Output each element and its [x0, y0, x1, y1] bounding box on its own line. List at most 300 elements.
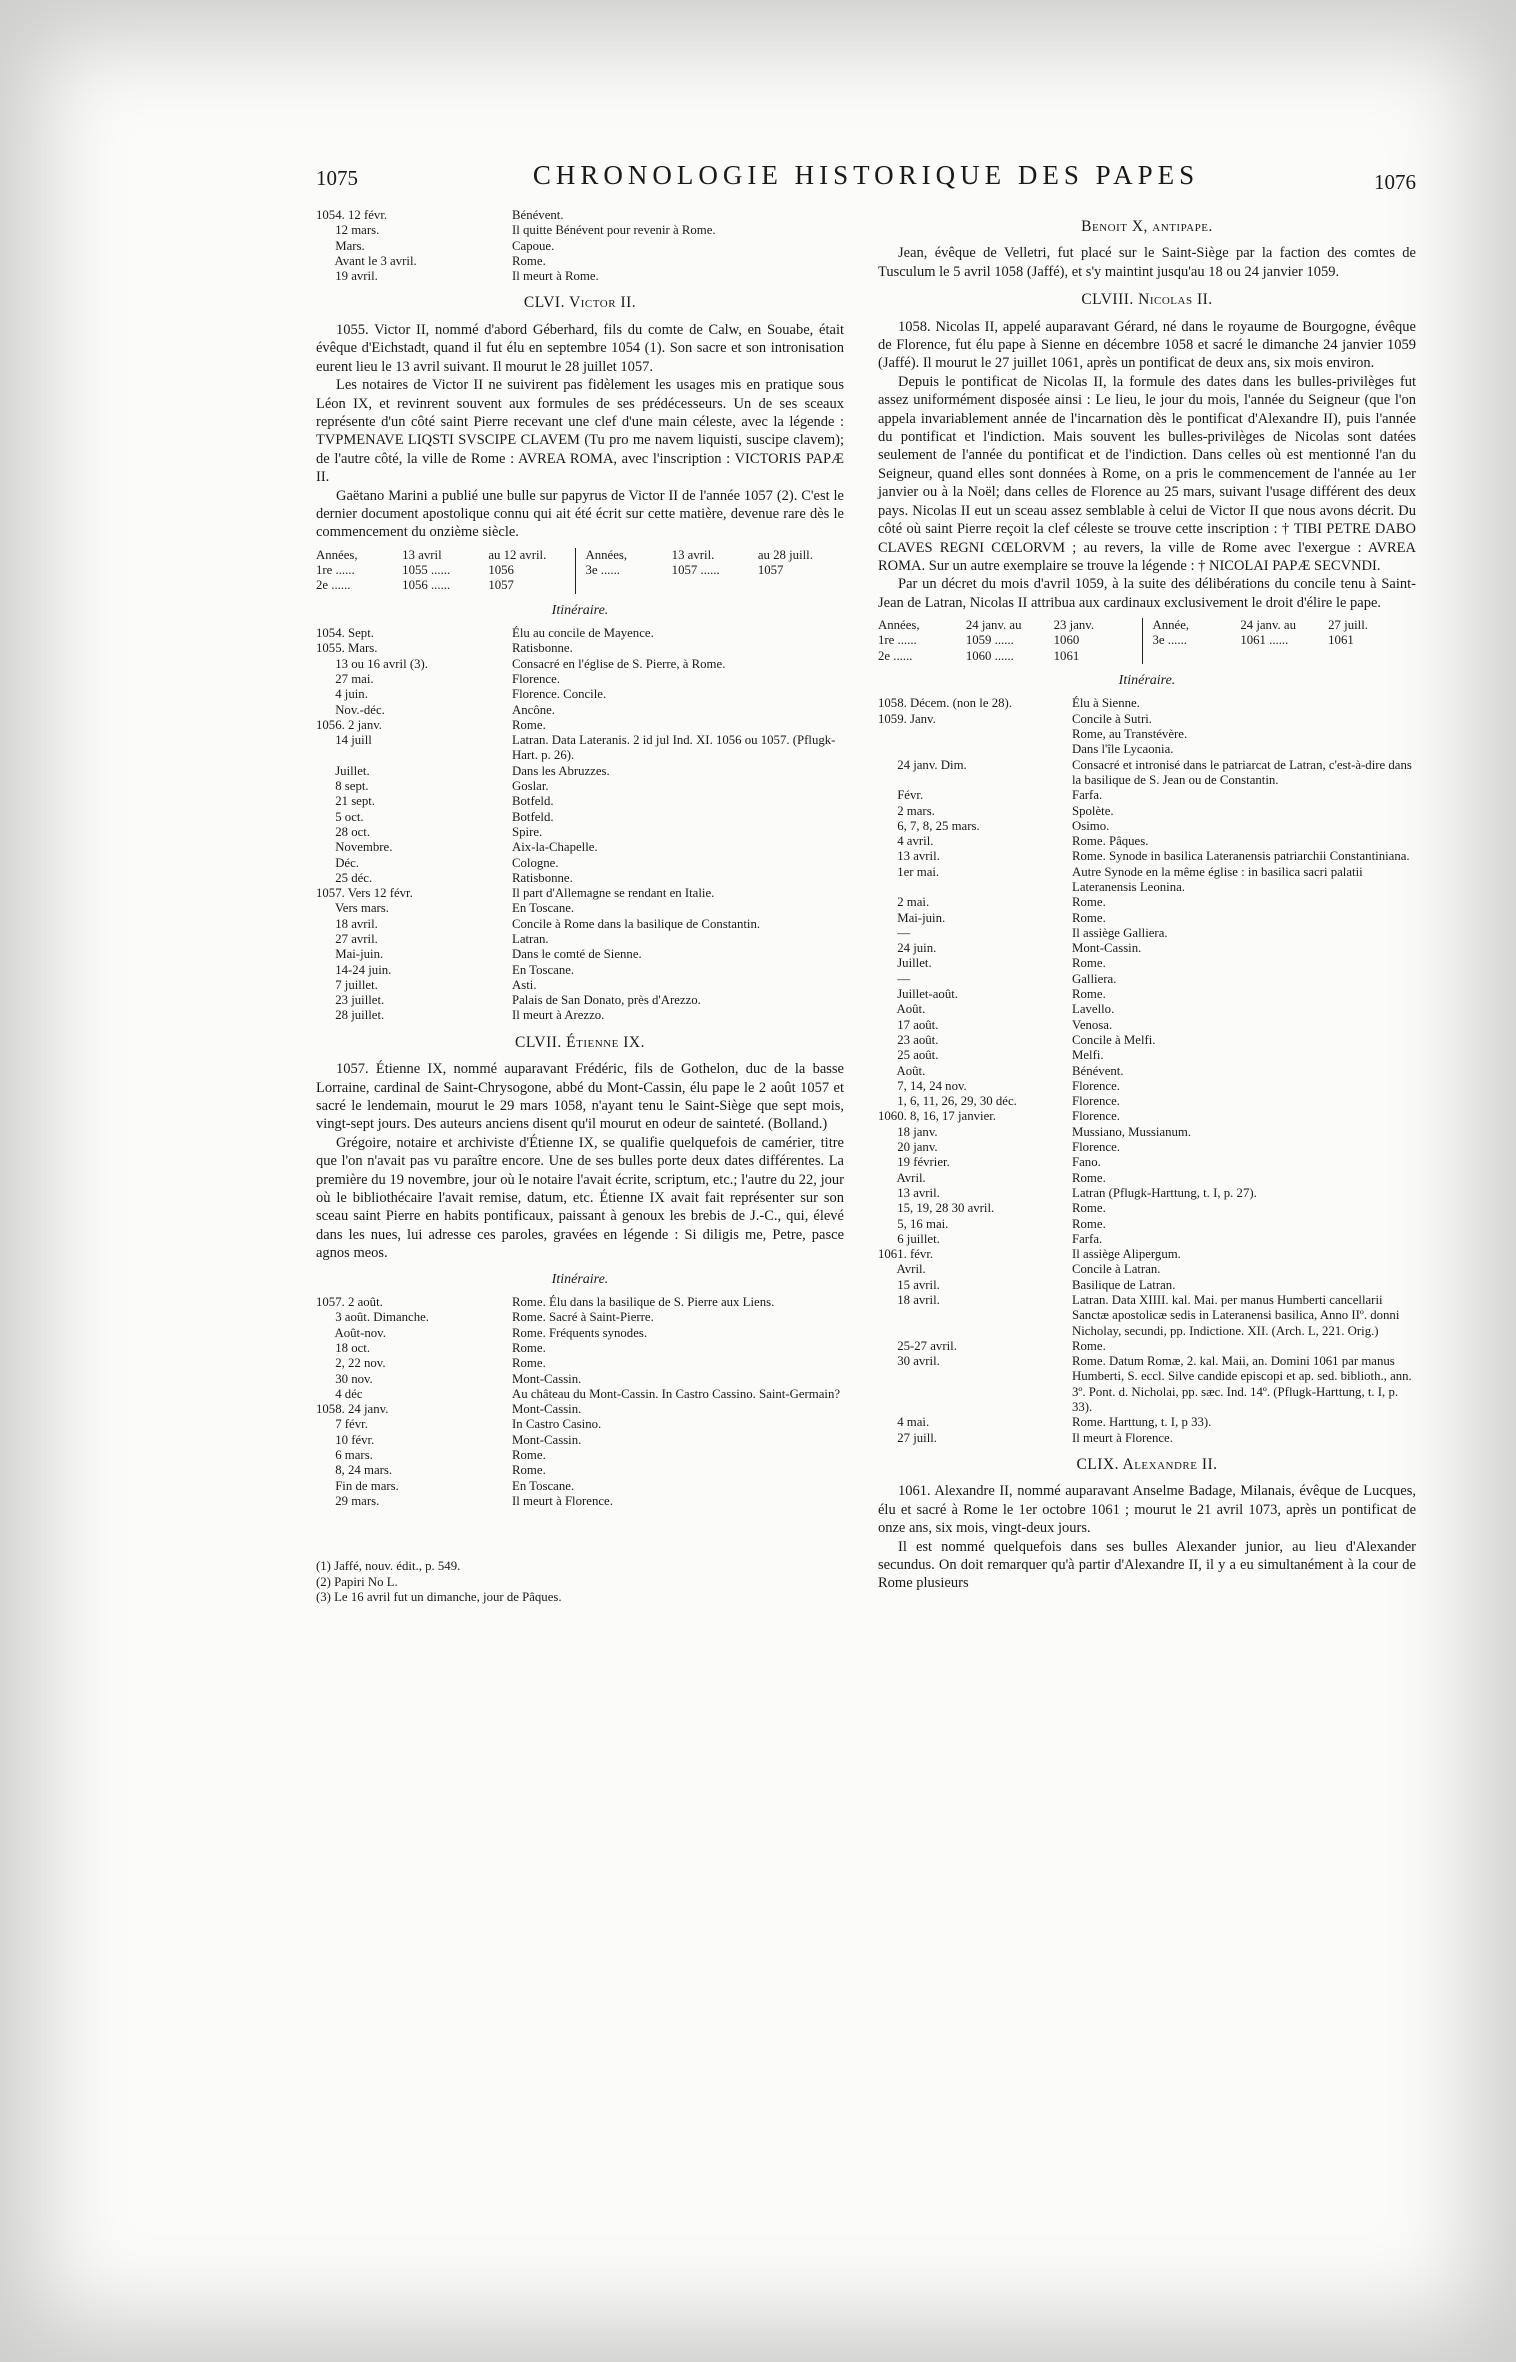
table-cell: 1re ...... — [878, 633, 917, 648]
itinerary-row — [316, 993, 844, 1008]
itinerary-date: 27 avril. — [316, 932, 378, 946]
itinerary-row — [316, 1402, 844, 1417]
itinerary-row — [316, 1008, 844, 1023]
itinerary-row — [316, 779, 844, 794]
itinerary-date: 23 août. — [878, 1032, 939, 1047]
table-cell: 13 avril — [402, 547, 442, 562]
itinerary-place: Rome. — [1072, 910, 1106, 925]
itinerary-place: En Toscane. — [512, 901, 575, 916]
itinerary-row — [878, 1262, 1416, 1277]
itinerary-date: 7 juillet. — [316, 977, 378, 992]
table-row — [878, 649, 1142, 664]
itinerary-date: 1055. Mars. — [316, 641, 378, 656]
itinerary-row — [878, 926, 1416, 941]
itinerary-place: Farfa. — [1072, 1231, 1103, 1246]
itinerary-row — [316, 641, 844, 656]
itinerary-etienne-ix — [316, 1295, 844, 1509]
itinerary-date: 28 juillet. — [316, 1008, 385, 1023]
itinerary-place: Florence. — [512, 671, 560, 686]
paragraph: 1057. Étienne IX, nommé auparavant Frédéric, fils de Gothelon, duc de la basse Lorraine, cardinal de Saint-Chrysogone, abbé du Mont-Cassin, élu pape le 2 août 1057 et sacré le lendemain, mourut le 29 mars 1058, n'ayant tenu le Saint-Siège que sept mois, vingt-sept jours. Des auteurs anciens disent qu'il mourut en odeur de sainteté. (Bolland.) — [316, 1061, 844, 1133]
itinerary-place: Spolète. — [1072, 803, 1114, 818]
itinerary-place: Latran (Pflugk-Harttung, t. I, p. 27). — [1072, 1185, 1257, 1200]
itinerary-date: 18 avril. — [316, 916, 378, 931]
itinerary-place: Florence. Concile. — [512, 687, 607, 702]
itinerary-row — [878, 1125, 1416, 1140]
page-header — [316, 160, 1416, 200]
table-cell: 1061 — [1328, 633, 1354, 648]
table-cell: 1057 — [488, 578, 514, 593]
itinerary-date: 1061. févr. — [878, 1247, 934, 1262]
itinerary-row — [878, 1278, 1416, 1293]
table-row — [878, 618, 1142, 633]
itinerary-date: 18 avril. — [878, 1293, 940, 1307]
left-column — [316, 208, 844, 1605]
itinerary-place: Élu à Sienne. — [1072, 696, 1140, 711]
itinerary-row — [316, 718, 844, 733]
itinerary-date: 1060. 8, 16, 17 janvier. — [878, 1109, 997, 1124]
paragraph: 1055. Victor II, nommé d'abord Géberhard, fils du comte de Calw, en Souabe, était évêque d'Eichstadt, quand il fut élu en septembre 1054 (1). Son sacre et son intronisation eurent lieu le 13 avril suivant. Il mourut le 28 juillet 1057. — [316, 321, 844, 375]
table-row — [586, 563, 845, 578]
page-number-left: 1075 — [316, 166, 358, 190]
itinerary-date: 4 déc — [316, 1386, 363, 1401]
itinerary-row — [878, 1186, 1416, 1201]
section-heading-etienne-ix: CLVII. Étienne IX. — [515, 1033, 645, 1051]
table-cell: Année, — [1152, 618, 1190, 633]
itinerary-place: Rome. — [1072, 895, 1106, 910]
table-cell: 1057 ...... — [671, 563, 720, 578]
section-heading-victor-ii: CLVI. Victor II. — [523, 294, 637, 312]
itinerary-place: Rome. — [1072, 987, 1106, 1002]
itinerary-place: Autre Synode en la même église : in basilica sacri palatii Lateranensis Leonina. — [1072, 864, 1363, 894]
itinerary-date: Mai-juin. — [878, 910, 946, 925]
itinerary-place: Fano. — [1072, 1155, 1101, 1170]
itinerary-row — [878, 972, 1416, 987]
table-cell: 1060 — [1053, 633, 1080, 648]
table-cell: 1056 ...... — [402, 578, 451, 593]
itinerary-place: Rome. — [512, 1340, 546, 1355]
itinerary-row — [878, 895, 1416, 910]
itinerary-row — [316, 764, 844, 779]
itinerary-date: Juillet. — [878, 956, 932, 971]
itinerary-row — [878, 788, 1416, 803]
itinerary-date: 7 févr. — [316, 1417, 368, 1432]
itinerary-date: 25 déc. — [316, 870, 373, 885]
itinerary-place: Cologne. — [512, 855, 559, 870]
itinerary-date: 19 février. — [878, 1155, 950, 1170]
itinerary-date: Août-nov. — [316, 1325, 386, 1340]
itinerary-date: 13 ou 16 avril (3). — [316, 656, 428, 671]
itinerary-place: Bénévent. — [512, 208, 564, 222]
footnote: (1) Jaffé, nouv. édit., p. 549. — [316, 1559, 461, 1574]
table-cell: 1061 — [1053, 648, 1080, 663]
table-cell: 27 juill. — [1328, 618, 1368, 633]
itinerary-row — [878, 758, 1416, 789]
itinerary-date: 20 janv. — [878, 1140, 938, 1155]
itinerary-row — [316, 254, 844, 269]
itinerary-row — [878, 1339, 1416, 1354]
itinerary-row — [316, 917, 844, 932]
paragraph: Grégoire, notaire et archiviste d'Étienne IX, se qualifie quelquefois de camérier, titre que l'on n'avait pas vu paraître encore. Une de ses bulles porte deux dates différentes. La première du 19 novembre, jour où le notaire l'avait écrite, scriptum, etc.; l'autre du 22, jour où le bibliothécaire l'avait remise, datum, etc. Étienne IX avait fait représenter sur son sceau saint Pierre en habits pontificaux, paissant à genoux les brebis de J.-C., qui, élevé dans les nues, lui adresse ces paroles, gravées en légende : Si diligis me, Petre, pasce agnos meos. — [316, 1134, 844, 1262]
itinerary-place: Galliera. — [1072, 971, 1117, 986]
itinerary-place: Florence. — [1072, 1078, 1120, 1093]
itinerary-place: Rome. Datum Romæ, 2. kal. Maii, an. Domini 1061 par manus Humberti, S. eccl. Silve candide episcopi et ap. sed. biblioth., ann. 3º. Pont. d. Nicholai, pp. sæc. Ind. 14º. (Pflugk-Harttung, t. I, p. 33). — [1072, 1354, 1412, 1415]
itinerary-row — [316, 901, 844, 916]
itinerary-place: Il assiège Galliera. — [1072, 925, 1168, 940]
itinerary-row — [878, 1247, 1416, 1262]
itinerary-place: Élu au concile de Mayence. — [512, 626, 654, 641]
itinerary-row — [878, 727, 1416, 742]
itinerary-place: Concile à Latran. — [1072, 1262, 1161, 1277]
table-cell: Années, — [585, 547, 628, 562]
itinerary-row — [878, 696, 1416, 711]
itinerary-place: Il quitte Bénévent pour revenir à Rome. — [512, 223, 716, 238]
itinerary-place: Florence. — [1072, 1109, 1120, 1124]
itinerary-row — [878, 941, 1416, 956]
itinerary-row — [316, 886, 844, 901]
itinerary-date: 18 oct. — [316, 1340, 371, 1355]
table-half — [1142, 618, 1417, 664]
itinerary-date: 24 janv. Dim. — [878, 757, 967, 772]
table-cell: 3e ...... — [585, 563, 620, 578]
itinerary-place: Il assiège Alipergum. — [1072, 1247, 1181, 1262]
itinerary-caption: Itinéraire. — [1118, 673, 1176, 689]
itinerary-date: Avant le 3 avril. — [316, 253, 417, 268]
itinerary-row — [316, 840, 844, 855]
itinerary-row — [316, 1356, 844, 1371]
itinerary-row — [878, 1018, 1416, 1033]
itinerary-date: — — [878, 971, 910, 986]
itinerary-row — [316, 1463, 844, 1478]
itinerary-date: Vers mars. — [316, 901, 389, 916]
itinerary-place: Concile à Rome dans la basilique de Constantin. — [512, 916, 761, 931]
itinerary-date: 25 août. — [878, 1048, 939, 1063]
itinerary-date: 1057. Vers 12 févr. — [316, 886, 413, 901]
itinerary-row — [878, 987, 1416, 1002]
itinerary-row — [878, 1354, 1416, 1415]
itinerary-place: In Castro Casino. — [512, 1417, 602, 1432]
itinerary-victor-ii — [316, 626, 844, 1024]
itinerary-place: Au château du Mont-Cassin. In Castro Cassino. Saint-Germain? — [512, 1386, 841, 1401]
table-cell: au 28 juill. — [757, 547, 813, 562]
itinerary-place: Il meurt à Arezzo. — [512, 1008, 605, 1023]
itinerary-date: 28 oct. — [316, 824, 371, 839]
paragraph: 1061. Alexandre II, nommé auparavant Anselme Badage, Milanais, évêque de Lucques, élu et sacré à Rome le 1er octobre 1061 ; mourut le 21 avril 1073, après un pontificat de onze ans, six mois, vingt-deux jours. — [878, 1483, 1416, 1537]
itinerary-place: Goslar. — [512, 779, 549, 794]
itinerary-date: 1059. Janv. — [878, 711, 936, 726]
footnote: (2) Papiri No L. — [316, 1574, 398, 1589]
itinerary-date: 13 avril. — [878, 1185, 940, 1200]
itinerary-date: Nov.-déc. — [316, 702, 385, 717]
itinerary-date — [878, 742, 1068, 757]
itinerary-place: Dans l'île Lycaonia. — [1072, 742, 1174, 757]
itinerary-date: 1056. 2 janv. — [316, 717, 382, 732]
table-row — [878, 633, 1142, 648]
table-cell: 1060 ...... — [965, 648, 1014, 663]
itinerary-place: Botfeld. — [512, 809, 554, 824]
itinerary-row — [316, 687, 844, 702]
itinerary-date: Fin de mars. — [316, 1478, 399, 1493]
itinerary-date: 25-27 avril. — [878, 1338, 957, 1353]
itinerary-row — [316, 963, 844, 978]
paragraph: 1058. Nicolas II, appelé auparavant Gérard, né dans le royaume de Bourgogne, évêque de Florence, fut élu pape à Sienne en décembre 1058 et sacré le dimanche 24 janvier 1059 (Jaffé). Il mourut le 27 juillet 1061, après un pontificat de deux ans, six mois environ. — [878, 318, 1416, 372]
itinerary-date: Avril. — [878, 1262, 926, 1277]
itinerary-date: 7, 14, 24 nov. — [878, 1078, 967, 1093]
itinerary-row — [316, 1295, 844, 1310]
itinerary-date: 27 mai. — [316, 671, 374, 686]
itinerary-place: Lavello. — [1072, 1002, 1115, 1017]
itinerary-row — [316, 1479, 844, 1494]
itinerary-row — [316, 1326, 844, 1341]
itinerary-row — [316, 810, 844, 825]
itinerary-date: 8, 24 mars. — [316, 1463, 393, 1478]
table-cell: 24 janv. au — [1240, 618, 1297, 633]
section-heading-benoit-x: Benoit X, antipape. — [1081, 218, 1213, 235]
itinerary-row — [316, 871, 844, 886]
itinerary-row — [316, 1448, 844, 1463]
itinerary-place: Consacré en l'église de S. Pierre, à Rome. — [512, 656, 726, 671]
itinerary-date: Mars. — [316, 238, 365, 253]
itinerary-nicolas-ii — [878, 696, 1416, 1446]
itinerary-date: 5, 16 mai. — [878, 1216, 949, 1231]
itinerary-caption: Itinéraire. — [551, 1271, 609, 1287]
table-row — [1153, 618, 1417, 633]
itinerary-row — [878, 1109, 1416, 1124]
itinerary-row — [878, 819, 1416, 834]
itinerary-date: 2 mars. — [878, 803, 935, 818]
itinerary-place: En Toscane. — [512, 962, 575, 977]
itinerary-place: Il meurt à Florence. — [1072, 1430, 1173, 1445]
paragraph: Depuis le pontificat de Nicolas II, la formule des dates dans les bulles-privilèges fut assez uniformément disposée ainsi : Le lieu, le jour du mois, l'année du Seigneur (que l'on appela invariablement année de l'incarnation dès le pontificat d'Alexandre II), puis l'année du pontificat et l'indiction. Mais souvent les bulles-privilèges de Nicolas sont datées seulement de l'année du pontificat et de l'indiction. Dans celles où est mentionné l'an du Seigneur, quand elles sont données à Rome, on a pris le commencement de l'année au 1er janvier ou à la Noël; dans celles de Florence au 25 mars, suivant l'usage différent des deux pays. Nicolas II eut un sceau assez semblable à celui de Victor II que nous avons décrit. Du côté où saint Pierre reçoit la clef céleste se trouve cette inscription : † TIBI PETRE DABO CLAVES REGNI CŒLORVM ; au revers, la ville de Rome avec l'exergue : AVREA ROMA. Sur un autre exemplaire se trouve la légende : † NICOLAI PAPÆ SECVNDI. — [878, 373, 1416, 574]
itinerary-row — [878, 1232, 1416, 1247]
itinerary-place: Rome. — [1072, 956, 1106, 971]
itinerary-row — [878, 849, 1416, 864]
itinerary-date: 1057. 2 août. — [316, 1295, 383, 1310]
itinerary-row — [878, 1201, 1416, 1216]
itinerary-place: Ratisbonne. — [512, 870, 573, 885]
paragraph: Les notaires de Victor II ne suivirent pas fidèlement les usages mis en pratique sous Léon IX, et revinrent souvent aux formules de ses prédécesseurs. Un de ses sceaux représente d'un côté saint Pierre recevant une clef d'une main céleste, avec la légende : TVPMENAVE LIQSTI SVSCIPE CLAVEM (Tu pro me navem liquisti, suscipe clavem); de l'autre côté, la ville de Rome : AVREA ROMA, avec l'inscription : VICTORIS PAPÆ II. — [316, 377, 844, 486]
itinerary-place: Rome. — [512, 717, 546, 732]
section-heading-nicolas-ii: CLVIII. Nicolas II. — [1081, 291, 1213, 309]
itinerary-place: Rome. — [1072, 1338, 1106, 1353]
itinerary-date: 3 août. Dimanche. — [316, 1310, 430, 1325]
footnote: (3) Le 16 avril fut un dimanche, jour de Pâques. — [316, 1589, 562, 1604]
itinerary-place: Latran. — [512, 932, 549, 946]
itinerary-place: Rome. Sacré à Saint-Pierre. — [512, 1310, 654, 1325]
table-half — [878, 618, 1142, 664]
itinerary-place: Mont-Cassin. — [512, 1371, 582, 1386]
itinerary-date: 15 avril. — [878, 1277, 940, 1292]
itinerary-row — [316, 947, 844, 962]
itinerary-date: 1058. 24 janv. — [316, 1402, 389, 1417]
itinerary-place: Latran. Data XIIII. kal. Mai. per manus Humberti cancellarii Sanctæ apostolicæ sedis in Lateranensi basilica, Anno IIº. donni Nicholay, secundi, pp. Indictione. XII. (Arch. L, 221. Orig.) — [1072, 1293, 1400, 1338]
itinerary-date: Déc. — [316, 855, 359, 870]
itinerary-date: 17 août. — [878, 1017, 939, 1032]
itinerary-date: Juillet. — [316, 763, 370, 778]
itinerary-place: Rome. Harttung, t. I, p 33). — [1072, 1415, 1212, 1430]
itinerary-date: 15, 19, 28 30 avril. — [878, 1201, 995, 1216]
itinerary-place: Ancône. — [512, 702, 555, 717]
itinerary-place: Rome. — [512, 1356, 546, 1371]
itinerary-row — [316, 626, 844, 641]
itinerary-place: Rome. — [1072, 1170, 1106, 1185]
itinerary-date: 1054. 12 févr. — [316, 208, 388, 222]
itinerary-row — [316, 208, 844, 223]
itinerary-date: 23 juillet. — [316, 993, 385, 1008]
itinerary-row — [878, 1094, 1416, 1109]
itinerary-date: 27 juill. — [878, 1430, 938, 1445]
itinerary-row — [878, 1155, 1416, 1170]
table-row — [586, 548, 845, 563]
itinerary-place: Concile à Sutri. — [1072, 711, 1152, 726]
table-row — [316, 578, 575, 593]
itinerary-date: 19 avril. — [316, 269, 378, 284]
itinerary-place: Rome. Fréquents synodes. — [512, 1325, 648, 1340]
itinerary-date: 10 févr. — [316, 1432, 375, 1447]
paragraph: Par un décret du mois d'avril 1059, à la suite des délibérations du concile tenu à Saint-Jean de Latran, Nicolas II attribua aux cardinaux exclusivement le droit d'élire le pape. — [878, 576, 1416, 611]
itinerary-place: Farfa. — [1072, 788, 1103, 803]
itinerary-row — [316, 1341, 844, 1356]
itinerary-row — [878, 1431, 1416, 1446]
itinerary-row — [316, 1417, 844, 1432]
itinerary-row — [316, 733, 844, 764]
itinerary-date: 13 avril. — [878, 849, 940, 864]
itinerary-row — [316, 825, 844, 840]
itinerary-row — [316, 703, 844, 718]
itinerary-row — [878, 956, 1416, 971]
table-cell: Années, — [316, 547, 358, 562]
itinerary-date: 14-24 juin. — [316, 962, 392, 977]
itinerary-place: Aix-la-Chapelle. — [512, 840, 598, 855]
itinerary-row — [878, 1171, 1416, 1186]
itinerary-place: Rome. — [1072, 1201, 1106, 1216]
itinerary-place: Il part d'Allemagne se rendant en Italie. — [512, 886, 715, 901]
itinerary-row — [316, 794, 844, 809]
itinerary-date: 24 juin. — [878, 941, 937, 956]
itinerary-place: Spire. — [512, 824, 543, 839]
itinerary-place: Capoue. — [512, 238, 555, 253]
itinerary-place: Rome. — [512, 1463, 546, 1478]
itinerary-date: 4 avril. — [878, 834, 934, 849]
table-cell: 23 janv. — [1053, 618, 1095, 633]
itinerary-date: 4 mai. — [878, 1415, 930, 1430]
pontificate-years-table — [878, 618, 1416, 664]
itinerary-date: Févr. — [878, 788, 924, 803]
itinerary-place: Venosa. — [1072, 1017, 1113, 1032]
footnotes — [316, 1559, 844, 1605]
itinerary-row — [316, 657, 844, 672]
paragraph: Jean, évêque de Velletri, fut placé sur le Saint-Siège par la faction des comtes de Tusculum le 5 avril 1058 (Jaffé), et s'y maintint jusqu'au 18 ou 24 janvier 1059. — [878, 245, 1416, 280]
itinerary-place: Melfi. — [1072, 1048, 1104, 1063]
itinerary-place: Palais de San Donato, près d'Arezzo. — [512, 993, 701, 1008]
itinerary-row — [878, 1064, 1416, 1079]
itinerary-place: Rome. — [512, 1448, 546, 1463]
itinerary-date: 2 mai. — [878, 895, 930, 910]
table-cell: 1059 ...... — [965, 633, 1014, 648]
itinerary-date: Août. — [878, 1063, 926, 1078]
itinerary-row — [878, 1140, 1416, 1155]
table-cell: Années, — [878, 618, 920, 633]
itinerary-place: Bénévent. — [1072, 1063, 1124, 1078]
itinerary-row — [316, 239, 844, 254]
itinerary-place: En Toscane. — [512, 1478, 575, 1493]
itinerary-place: Dans le comté de Sienne. — [512, 947, 642, 962]
itinerary-date: 1058. Décem. (non le 28). — [878, 696, 1012, 711]
itinerary-place: Basilique de Latran. — [1072, 1277, 1176, 1292]
itinerary-row — [878, 1217, 1416, 1232]
table-cell: 3e ...... — [1152, 633, 1187, 648]
section-heading-alexandre-ii: CLIX. Alexandre II. — [1076, 1455, 1218, 1473]
itinerary-date: Août. — [878, 1002, 926, 1017]
itinerary-row — [878, 804, 1416, 819]
itinerary-date: 18 janv. — [878, 1124, 938, 1139]
table-cell: 1056 — [488, 563, 514, 578]
table-cell: 1057 — [757, 563, 784, 578]
itinerary-place: Mont-Cassin. — [1072, 941, 1142, 956]
itinerary-row — [316, 269, 844, 284]
itinerary-place: Rome. — [512, 253, 546, 268]
itinerary-place: Il meurt à Rome. — [512, 269, 599, 284]
itinerary-place: Florence. — [1072, 1140, 1120, 1155]
itinerary-row — [878, 1048, 1416, 1063]
paragraph: Gaëtano Marini a publié une bulle sur papyrus de Victor II de l'année 1057 (2). C'est le dernier document apostolique connu qui ait été écrit sur cette matière, devenue rare dès le commencement du onzième siècle. — [316, 487, 844, 541]
table-cell: 24 janv. au — [965, 618, 1022, 633]
itinerary-date: 8 sept. — [316, 779, 369, 794]
table-cell: 2e ...... — [878, 648, 913, 663]
itinerary-place: Latran. Data Lateranis. 2 id jul Ind. XI. 1056 ou 1057. (Pflugk-Hart. p. 26). — [512, 733, 836, 763]
itinerary-row — [878, 1033, 1416, 1048]
table-cell: 1061 ...... — [1240, 633, 1289, 648]
itinerary-date: Mai-juin. — [316, 947, 384, 962]
running-title: CHRONOLOGIE HISTORIQUE DES PAPES — [532, 160, 1200, 190]
itinerary-date: 14 juill — [316, 733, 372, 748]
table-half — [316, 548, 575, 594]
itinerary-row — [878, 1293, 1416, 1339]
itinerary-row — [316, 932, 844, 947]
itinerary-row — [878, 911, 1416, 926]
itinerary-row — [878, 1079, 1416, 1094]
itinerary-date: 12 mars. — [316, 223, 380, 238]
itinerary-place: Rome. Pâques. — [1072, 834, 1149, 849]
itinerary-place: Mussiano, Mussianum. — [1072, 1124, 1192, 1139]
itinerary-place: Asti. — [512, 977, 537, 992]
itinerary-row — [316, 672, 844, 687]
itinerary-row — [878, 742, 1416, 757]
table-cell: 1055 ...... — [402, 563, 451, 578]
itinerary-date: 30 nov. — [316, 1371, 373, 1386]
itinerary-place: Mont-Cassin. — [512, 1402, 582, 1417]
itinerary-date: 21 sept. — [316, 794, 376, 809]
table-cell: au 12 avril. — [488, 547, 547, 562]
itinerary-date: 6 juillet. — [878, 1231, 940, 1246]
itinerary-date: Avril. — [878, 1170, 926, 1185]
itinerary-row — [878, 1002, 1416, 1017]
itinerary-date: 29 mars. — [316, 1493, 380, 1508]
itinerary-place: Rome. — [1072, 1216, 1106, 1231]
itinerary-row — [878, 865, 1416, 896]
table-cell: 2e ...... — [316, 578, 351, 593]
itinerary-row — [316, 1494, 844, 1509]
itinerary-row — [316, 978, 844, 993]
itinerary-place: Rome. Synode in basilica Lateranensis patriarchii Constantiniana. — [1072, 849, 1410, 864]
table-row — [316, 548, 575, 563]
itinerary-place: Ratisbonne. — [512, 641, 573, 656]
itinerary-row — [316, 1310, 844, 1325]
itinerary-date: 1054. Sept. — [316, 626, 374, 641]
itinerary-row — [878, 1415, 1416, 1430]
itinerary-row — [316, 1372, 844, 1387]
itinerary-place: Rome. Élu dans la basilique de S. Pierre aux Liens. — [512, 1295, 775, 1310]
table-cell: 1re ...... — [316, 563, 355, 578]
